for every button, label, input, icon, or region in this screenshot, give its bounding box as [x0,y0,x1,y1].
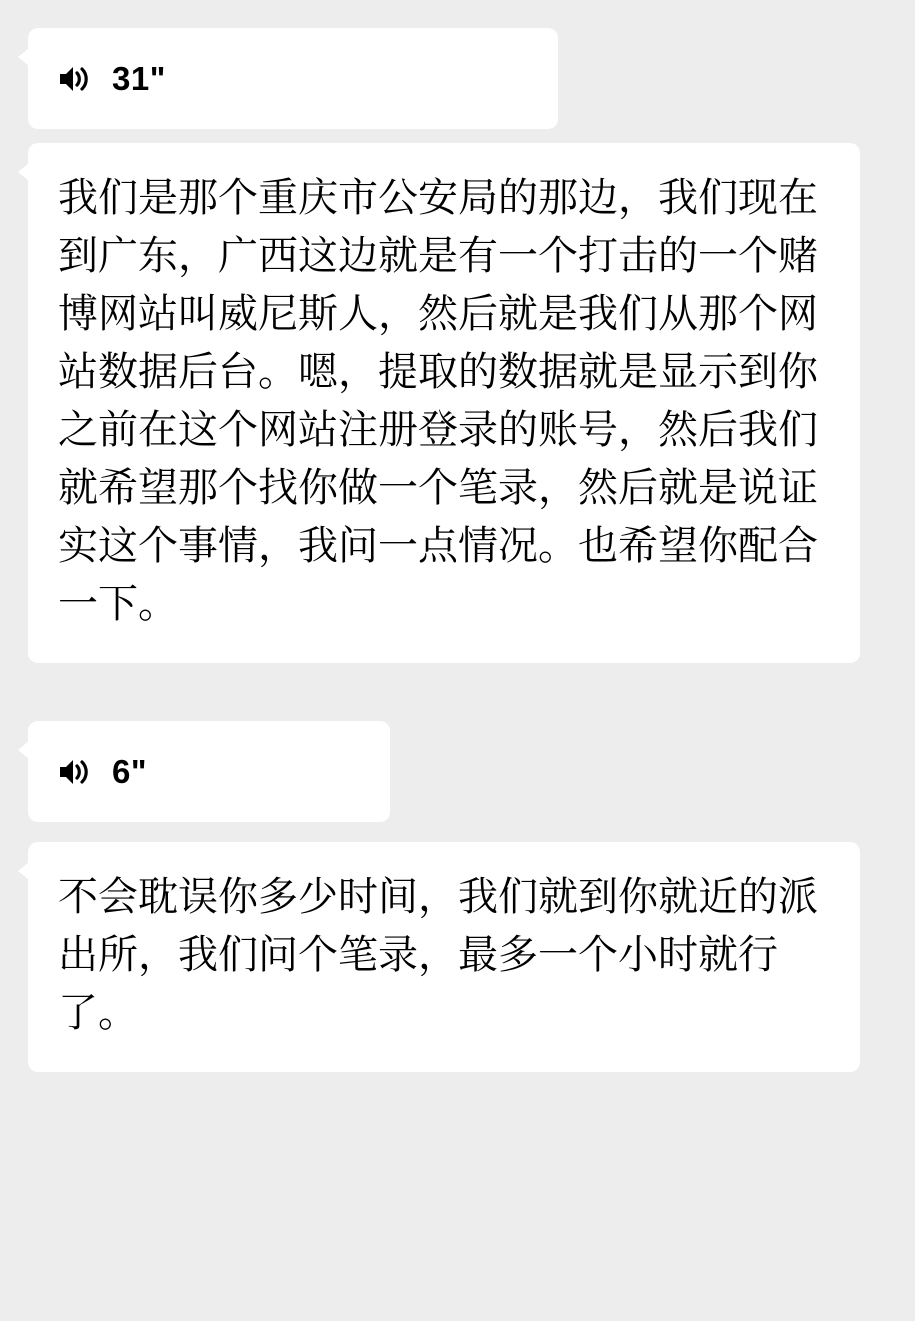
spacer [0,822,915,842]
message-row-voice-2 [0,721,915,822]
voice-message-bubble-2[interactable] [28,721,390,822]
voice-duration-label: 6" [112,753,147,790]
voice-transcript-bubble-1[interactable]: 我们是那个重庆市公安局的那边，我们现在到广东，广西这边就是有一个打击的一个赌博网站叫威尼斯人，然后就是我们从那个网站数据后台。嗯，提取的数据就是显示到你之前在这个网站注册登录的账号，然后我们就希望那个找你做一个笔录，然后就是说证实这个事情，我问一点情况。也希望你配合一下。 [28,143,860,663]
spacer [0,129,915,143]
sound-wave-icon [56,755,90,789]
message-row-transcript-1 [0,143,915,663]
voice-message-bubble-1[interactable] [28,28,558,129]
spacer [0,663,915,721]
message-row-voice-1 [0,28,915,129]
sound-wave-icon [56,62,90,96]
voice-duration-label: 31" [112,60,166,97]
message-row-transcript-2 [0,842,915,1072]
voice-transcript-bubble-2[interactable]: 不会耽误你多少时间，我们就到你就近的派出所，我们问个笔录，最多一个小时就行了。 [28,842,860,1072]
